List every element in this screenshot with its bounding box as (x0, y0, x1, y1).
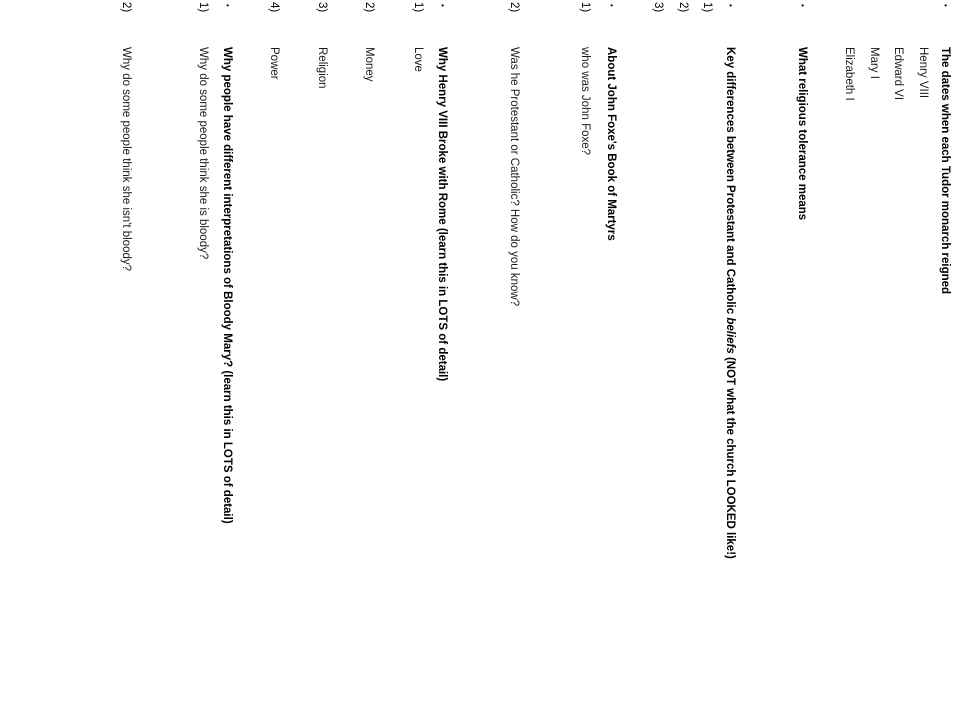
section-heading: Why people have different interpretations of Bloody Mary? (learn this in LOTS of detail) (221, 47, 233, 524)
section-heading: About John Foxe's Book of Martyrs (605, 47, 617, 241)
heading-emphasis: beliefs (724, 317, 736, 354)
item-number: 2) (363, 2, 375, 13)
item-text: Why do some people think she is bloody? (197, 47, 209, 260)
bullet-icon: • (726, 4, 735, 7)
bullet-icon: • (798, 4, 807, 7)
item-number: 1) (701, 2, 713, 13)
item-number: 1) (197, 2, 209, 13)
item-text: Love (412, 47, 424, 72)
item-text: Power (268, 47, 280, 80)
heading-part: (NOT what the church LOOKED like!) (724, 353, 736, 559)
item-number: 2) (120, 2, 132, 13)
item-number: 1) (412, 2, 424, 13)
bullet-icon: • (607, 4, 616, 7)
bullet-icon: • (941, 4, 950, 7)
monarch-name: Henry VIII (917, 47, 929, 99)
item-text: who was John Foxe? (579, 47, 591, 156)
heading-part: Key differences between Protestant and Catholic (724, 47, 736, 318)
monarch-name: Elizabeth I (843, 47, 855, 101)
section-heading: The dates when each Tudor monarch reigned (939, 47, 951, 295)
item-number: 2) (508, 2, 520, 13)
item-number: 3) (316, 2, 328, 13)
item-text: Religion (316, 47, 328, 89)
monarch-name: Mary I (868, 47, 880, 79)
item-text: Why do some people think she isn't bloody? (120, 47, 132, 272)
item-number: 4) (268, 2, 280, 13)
item-text: Was he Protestant or Catholic? How do you know? (508, 47, 520, 307)
section-heading: Why Henry VIII Broke with Rome (learn this in LOTS of detail) (436, 47, 448, 382)
section-heading: What religious tolerance means (796, 47, 808, 221)
bullet-icon: • (438, 4, 447, 7)
monarch-name: Edward VI (892, 47, 904, 101)
item-number: 1) (579, 2, 591, 13)
item-number: 3) (652, 2, 664, 13)
bullet-icon: • (223, 4, 232, 7)
section-heading (720, 47, 740, 559)
item-number: 2) (677, 2, 689, 13)
item-text: Money (363, 47, 375, 82)
